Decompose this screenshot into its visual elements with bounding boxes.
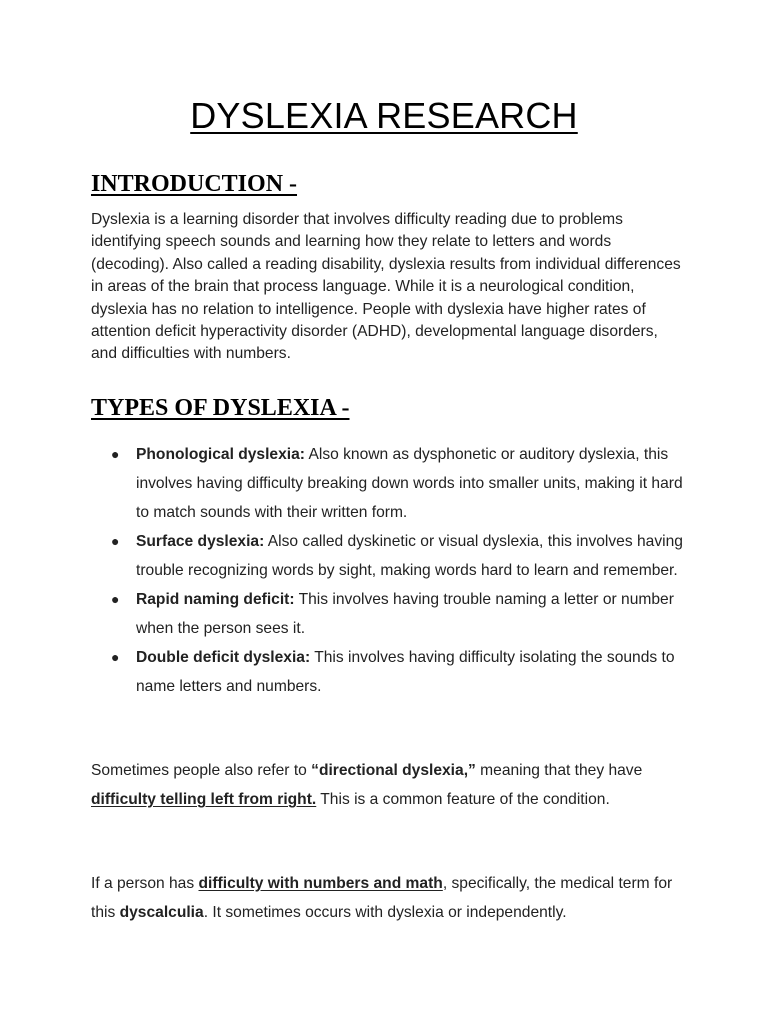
directional-emphasis: difficulty telling left from right. [91, 791, 317, 808]
directional-text-2: meaning that they have [475, 762, 643, 779]
document-title: DYSLEXIA RESEARCH [190, 95, 578, 136]
type-term: Rapid naming deficit: [136, 591, 295, 608]
list-item [91, 440, 691, 527]
list-item [91, 643, 691, 701]
directional-paragraph [91, 756, 691, 814]
types-heading: TYPES OF DYSLEXIA - [91, 395, 350, 421]
math-text-1: If a person has [91, 875, 199, 892]
directional-term: “directional dyslexia,” [311, 762, 476, 779]
math-term: dyscalculia [119, 904, 204, 921]
directional-text-3: This is a common feature of the condition. [316, 791, 610, 808]
introduction-paragraph: Dyslexia is a learning disorder that involves difficulty reading due to problems identifying speech sounds and learning how they relate to letters and words (decoding). Also called a reading disability, dyslexia results from individual differences in areas of the brain that process language. While it is a neurological condition, dyslexia has no relation to intelligence. People with dyslexia have higher rates of attention deficit hyperactivity disorder (ADHD), developmental language disorders, and difficulties with numbers. [91, 211, 681, 363]
math-text-3: . It sometimes occurs with dyslexia or independently. [203, 904, 567, 921]
math-paragraph [91, 869, 691, 927]
bullet-icon: ● [111, 446, 120, 462]
type-term: Phonological dyslexia: [136, 446, 305, 463]
type-description: Also known as dysphonetic or auditory dyslexia, this involves having difficulty breaking down words into smaller units, making it hard to match sounds with their written form. [136, 446, 683, 521]
bullet-icon: ● [111, 649, 120, 665]
type-description: This involves having trouble naming a letter or number when the person sees it. [136, 591, 674, 637]
directional-text-1: Sometimes people also refer to [91, 762, 312, 779]
math-emphasis: difficulty with numbers and math [198, 875, 443, 892]
type-term: Double deficit dyslexia: [136, 649, 311, 666]
introduction-heading: INTRODUCTION - [91, 171, 298, 197]
list-item [91, 585, 691, 643]
bullet-icon: ● [111, 533, 120, 549]
type-description: Also called dyskinetic or visual dyslexia, this involves having trouble recognizing words by sight, making words hard to learn and remember. [136, 533, 683, 579]
math-text-2: , specifically, the medical term for this [91, 875, 673, 921]
types-list [91, 440, 691, 701]
type-description: This involves having difficulty isolating the sounds to name letters and numbers. [136, 649, 675, 695]
list-item [91, 527, 691, 585]
bullet-icon: ● [111, 591, 120, 607]
type-term: Surface dyslexia: [136, 533, 265, 550]
